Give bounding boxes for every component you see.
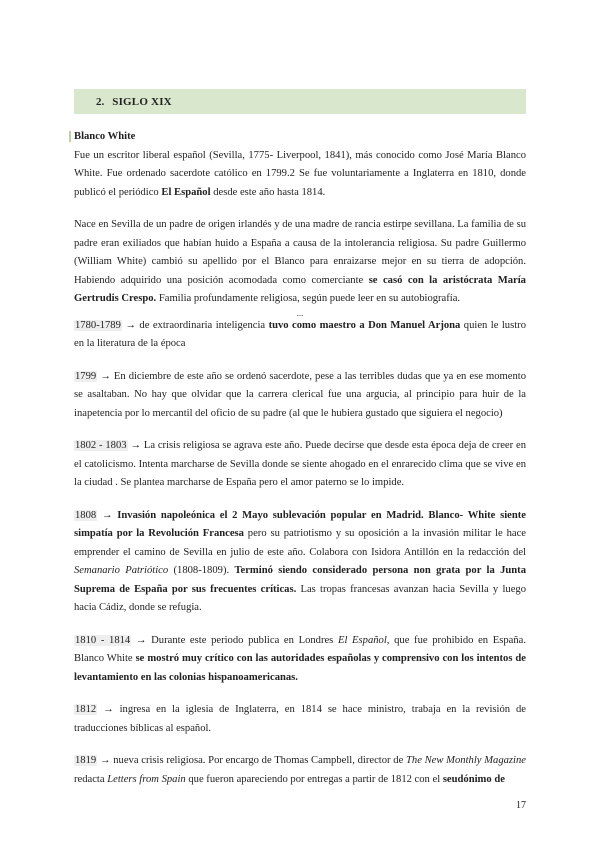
text: Nace en Sevilla de un padre de origen irlandés y de una madre de rancia estirpe sevillana. La familia de su padre eran exiliados que habían huido a España a causa de la intolerancia religiosa. Su padre Guillermo (William White) cambió su apellido por el Blanco para enraizarse mejor en su tierra de adopción. Habiendo adquirido una posición acomodada como comerciante xyxy=(74,219,526,286)
text: → ingresa en la iglesia de Inglaterra, en 1814 se hace ministro, trabaja en la revisión de traducciones bíblicas al español. xyxy=(74,704,526,734)
paragraph-family xyxy=(74,216,526,309)
section-number: 2. xyxy=(96,95,105,108)
text: desde este año hasta 1814. xyxy=(210,186,326,198)
bold-text: tuvo como maestro a Don Manuel Arjona xyxy=(268,319,461,331)
timeline-entry-1812 xyxy=(74,701,526,738)
document-body xyxy=(74,128,526,789)
italic-text: Semanario Patriótico xyxy=(74,565,169,576)
text: redacta xyxy=(74,773,108,785)
timeline-entry-1802 xyxy=(74,437,526,493)
timeline-entry-1808 xyxy=(74,507,526,618)
entry-year: 1780-1789 xyxy=(75,319,121,331)
entry-year: 1819 xyxy=(75,755,97,766)
section-heading xyxy=(74,89,526,114)
text: → Durante este periodo publica en Londres xyxy=(131,634,338,646)
paragraph-bio xyxy=(74,147,526,203)
timeline-entry-1799 xyxy=(74,368,526,424)
text: → La crisis religiosa se agrava este año. Puede decirse que desde esta época deja de creer en el catolicismo. Intenta marcharse de Sevilla donde se siente ahogado en el enrarecido clima que se vive en la ciudad . Se plantea marcharse de España pero el amor paterno se lo impide. xyxy=(74,440,526,488)
text: que fueron apareciendo por entregas a partir de 1812 con el xyxy=(185,773,443,785)
section-title: SIGLO XIX xyxy=(112,95,172,108)
bold-text: se mostró muy crítico con las autoridades españolas y comprensivo con los intentos de levantamiento en las colonias hispanoamericanas. xyxy=(74,653,526,683)
italic-text: El Español, xyxy=(337,634,390,646)
timeline-entry-1819 xyxy=(74,752,526,789)
text: → nueva crisis religiosa. Por encargo de Thomas Campbell, director de xyxy=(97,755,406,766)
bold-text: → Invasión napoleónica el 2 Mayo sublevación popular en Madrid. Blanco- White siente simpatía por la Revolución Francesa xyxy=(74,509,526,539)
text: que fue prohibido en España. Blanco White xyxy=(74,634,527,664)
entry-year: 1808 xyxy=(75,509,97,521)
timeline-entry-1780 xyxy=(74,317,526,354)
text: Familia profundamente religiosa, según puede leer en su autobiografía. xyxy=(156,293,461,304)
page-number: 17 xyxy=(516,800,526,811)
subtitle-text: Blanco White xyxy=(69,131,135,142)
text: → de extraordinaria inteligencia xyxy=(121,319,269,331)
entry-year: 1810 - 1814 xyxy=(75,634,131,646)
subtitle xyxy=(74,128,526,147)
italic-text: Letters from Spain xyxy=(107,773,186,785)
text: quien le lustro en la literatura de la época xyxy=(74,319,526,349)
text: Fue un escritor liberal español (Sevilla, 1775- Liverpool, 1841), más conocido como José María Blanco White. Fue ordenado sacerdote católico en 1799.2 Se fue voluntariamente a Inglaterra en 1810, donde publicó el periódico xyxy=(74,149,526,198)
text: Las tropas francesas avanzan hacia Sevilla y luego hacia Cádiz, donde se refugia. xyxy=(74,583,526,613)
bold-text: El Español xyxy=(161,186,211,198)
text: → En diciembre de este año se ordenó sacerdote, pese a las terribles dudas que ya en ese momento se asaltaban. No hay que olvidar que la carrera clerical fue una argucia, al principio para huir de la inapetencia por lo mercantil del oficio de su padre (al que le hubiera gustado que siguiera el negocio) xyxy=(74,370,526,419)
divider: ... xyxy=(296,307,304,318)
bold-text: Terminó siendo considerado persona non grata por la Junta Suprema de España por sus frecuentes críticas. xyxy=(74,565,526,595)
bold-text: se casó con la aristócrata María Gertrudis Crespo. xyxy=(74,274,526,304)
entry-year: 1802 - 1803 xyxy=(75,440,127,451)
italic-text: The New Monthly Magazine xyxy=(406,755,526,766)
timeline-entry-1810 xyxy=(74,632,526,688)
bold-text: seudónimo de xyxy=(442,773,505,785)
text: pero su patriotismo y su oposición a la invasión militar le hace emprender el camino de Sevilla en julio de este año. Colabora con Isidora Antillón en la redacción del xyxy=(74,528,526,558)
text: (1808-1809). xyxy=(168,565,235,576)
entry-year: 1812 xyxy=(75,704,97,715)
entry-year: 1799 xyxy=(75,370,97,382)
